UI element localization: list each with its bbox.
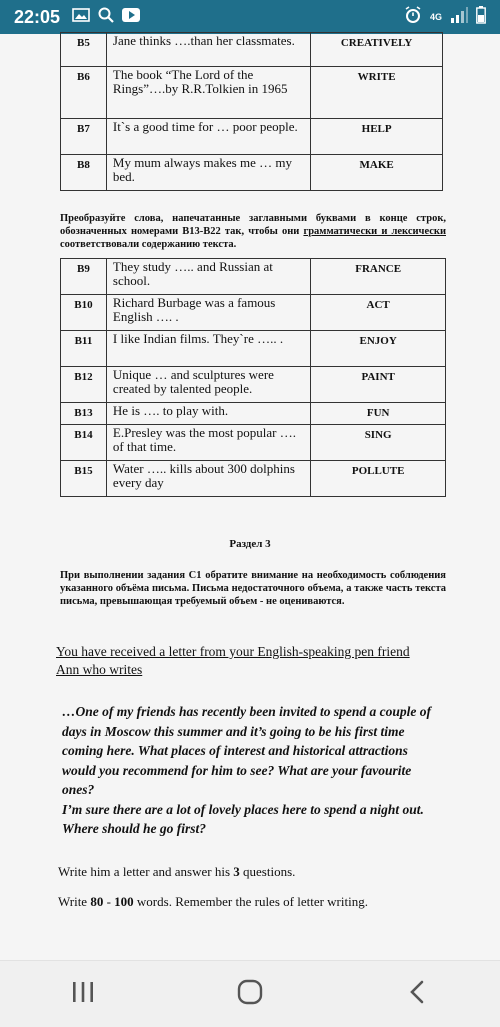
task-table-2 — [60, 258, 446, 497]
table-row — [61, 295, 446, 331]
navigation-bar — [0, 960, 500, 1027]
task-word: ENJOY — [311, 331, 446, 367]
task-number: B7 — [61, 119, 107, 155]
search-icon — [98, 7, 114, 28]
home-button[interactable] — [220, 972, 280, 1016]
task-number: B14 — [61, 425, 107, 461]
letter-lead: You have received a letter from your English-speaking pen friend Ann who writes — [56, 644, 410, 677]
table-row — [61, 367, 446, 403]
recents-icon — [71, 981, 95, 1008]
task-sentence: Water ….. kills about 300 dolphins every day — [106, 461, 310, 497]
table-row — [61, 425, 446, 461]
table-row — [61, 155, 443, 191]
letter-body — [62, 702, 442, 839]
table-row — [61, 119, 443, 155]
letter-paragraph-2: I’m sure there are a lot of lovely places here to spend a night out. Where should he go first? — [62, 801, 424, 836]
task-word: FUN — [311, 403, 446, 425]
task-word: MAKE — [311, 155, 443, 191]
task-word: WRITE — [311, 67, 443, 119]
back-icon — [409, 980, 425, 1009]
clock: 22:05 — [14, 6, 61, 27]
task-word: CREATIVELY — [311, 33, 443, 67]
task-table-1 — [60, 32, 443, 191]
task-number: B12 — [61, 367, 107, 403]
table-row — [61, 403, 446, 425]
task-sentence: Richard Burbage was a famous English …. . — [106, 295, 310, 331]
battery-icon — [476, 6, 486, 29]
task-sentence: He is …. to play with. — [106, 403, 310, 425]
task-line-2: Write 80 - 100 words. Remember the rules of letter writing. — [58, 894, 368, 909]
table-row — [61, 67, 443, 119]
task-number: B6 — [61, 67, 107, 119]
task-sentence: It`s a good time for … poor people. — [106, 119, 310, 155]
back-button[interactable] — [387, 972, 447, 1016]
underlined-phrase: грамматически и лексически — [303, 226, 446, 237]
document-page — [0, 34, 500, 960]
task-sentence: They study ….. and Russian at school. — [106, 259, 310, 295]
task-line-1: Write him a letter and answer his 3 questions. — [58, 864, 296, 879]
status-bar — [0, 0, 500, 34]
task-sentence: Unique … and sculptures were created by talented people. — [106, 367, 310, 403]
instruction-text: Преобразуйте слова, напечатанные заглавными буквами в конце строк, обозначенных номерами B13-B22 так, чтобы они грамматически и лексически соответствовали содержанию текста. — [60, 213, 446, 250]
alarm-icon — [404, 6, 422, 29]
task-sentence: Jane thinks ….than her classmates. — [106, 33, 310, 67]
task-word: ACT — [311, 295, 446, 331]
letter-paragraph-1: …One of my friends has recently been invited to spend a couple of days in Moscow this summer and it’s going to be his first time coming here. What places of interest and historical attractions would you recommend for him to see? What are your favourite ones? — [62, 704, 431, 797]
gallery-icon — [72, 8, 90, 27]
home-icon — [237, 979, 263, 1010]
play-icon — [122, 8, 140, 27]
task-word: PAINT — [311, 367, 446, 403]
section-title: Раздел 3 — [229, 538, 271, 550]
recents-button[interactable] — [53, 972, 113, 1016]
task-number: B15 — [61, 461, 107, 497]
table-row — [61, 331, 446, 367]
task-sentence: E.Presley was the most popular …. of that time. — [106, 425, 310, 461]
task-number: B5 — [61, 33, 107, 67]
task-number: B10 — [61, 295, 107, 331]
task-sentence: My mum always makes me … my bed. — [106, 155, 310, 191]
network-label: 4G — [429, 11, 442, 22]
task-word: SING — [311, 425, 446, 461]
table-row — [61, 259, 446, 295]
signal-icon — [450, 7, 468, 28]
task-word: HELP — [311, 119, 443, 155]
c1-instruction: При выполнении задания С1 обратите внимание на необходимость соблюдения указанного объёма письма. Письма недостаточного объема, а также часть текста письма, превышающая требуемый объем - не оцениваются. — [60, 570, 446, 607]
task-number: B9 — [61, 259, 107, 295]
task-word: FRANCE — [311, 259, 446, 295]
table-row — [61, 33, 443, 67]
task-number: B13 — [61, 403, 107, 425]
task-number: B8 — [61, 155, 107, 191]
task-number: B11 — [61, 331, 107, 367]
table-row — [61, 461, 446, 497]
task-word: POLLUTE — [311, 461, 446, 497]
task-sentence: The book “The Lord of the Rings”….by R.R.Tolkien in 1965 — [106, 67, 310, 119]
task-sentence: I like Indian films. They`re ….. . — [106, 331, 310, 367]
